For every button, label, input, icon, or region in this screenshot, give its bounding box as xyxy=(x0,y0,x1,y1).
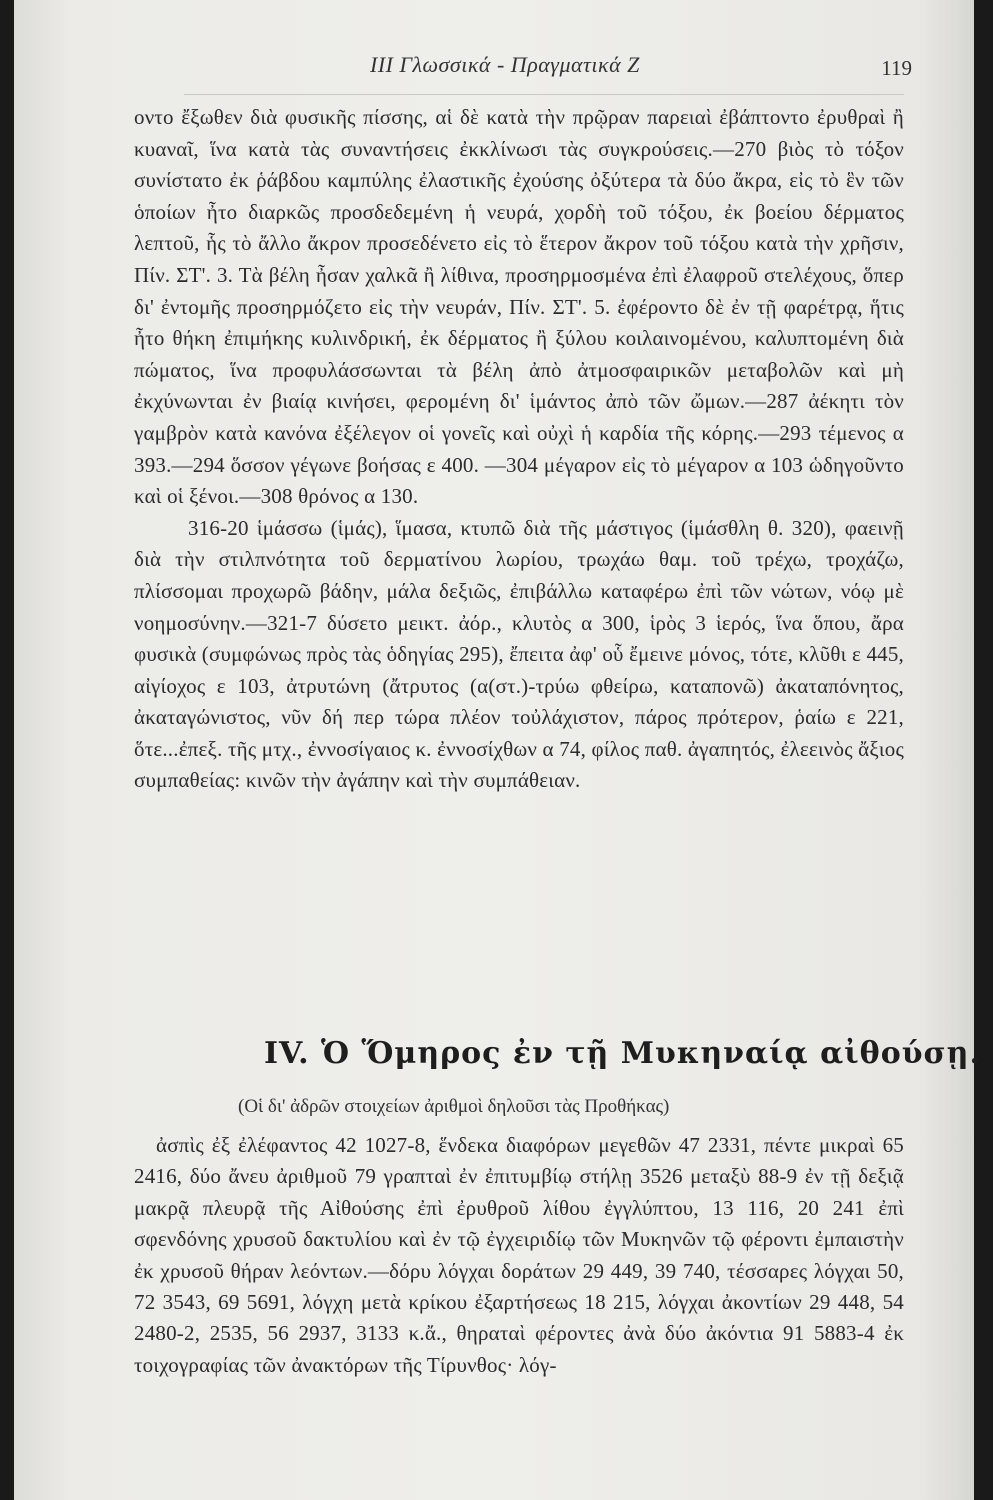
commentary-paragraph-1: οντο ἔξωθεν διὰ φυσικῆς πίσσης, αἱ δὲ κατὰ τὴν πρῷραν παρειαὶ ἐβάπτοντο ἐρυθραὶ ἢ κυαναῖ, ἵνα κατὰ τὰς συναντήσεις ἐκκλίνωσι τὰς συγκρούσεις.—270 βιὸς τὸ τόξον συνίστατο ἐκ ῥάβδου καμπύλης ἐλαστικῆς ἐχούσης ὀξύτερα τὰ δύο ἄκρα, εἰς τὸ ἓν τῶν ὁποίων ἦτο διαρκῶς προσδεδεμένη ἡ νευρά, χορδὴ τοῦ τόξου, ἐκ βοείου δέρματος λεπτοῦ, ἧς τὸ ἄλλο ἄκρον προσεδένετο εἰς τὸ ἕτερον ἄκρον τοῦ τόξου κατὰ τὴν χρῆσιν, Πίν. ΣΤ'. 3. Τὰ βέλη ἦσαν χαλκᾶ ἢ λίθινα, προσηρμοσμένα ἐπὶ ἐλαφροῦ στελέχους, ὅπερ δι' ἐντομῆς προσηρμόζετο εἰς τὴν νευράν, Πίν. ΣΤ'. 5. ἐφέροντο δὲ ἐν τῇ φαρέτρᾳ, ἥτις ἦτο θήκη ἐπιμήκης κυλινδρική, ἐκ δέρματος ἢ ξύλου κοιλαινομένου, καλυπτομένη διὰ πώματος, ἵνα προφυλάσσωνται τὰ βέλη ἀπὸ ἀτμοσφαιρικῶν μεταβολῶν καὶ μὴ ἐκχύνωνται ἐν βιαίᾳ κινήσει, φερομένη δι' ἱμάντος ἀπὸ τῶν ὤμων.—287 ἀέκητι τὸν γαμβρὸν κατὰ κανόνα ἐξέλεγον οἱ γονεῖς καὶ οὐχὶ ἡ καρδία τῆς κόρης.—293 τέμενος α 393.—294 ὅσσον γέγωνε βοήσας ε 400. —304 μέγαρον εἰς τὸ μέγαρον α 103 ὡδηγοῦντο καὶ οἱ ξένοι.—308 θρόνος α 130. xyxy=(134,105,904,509)
section-subheading: (Οἱ δι' ἀδρῶν στοιχείων ἀριθμοὶ δηλοῦσι τὰς Προθήκας) xyxy=(238,1096,670,1117)
page-number: 119 xyxy=(881,56,912,80)
section-paragraph: ἀσπὶς ἐξ ἐλέφαντος 42 1027-8, ἕνδεκα διαφόρων μεγεθῶν 47 2331, πέντε μικραὶ 65 2416, δύο ἄνευ ἀριθμοῦ 79 γραπταὶ ἐν ἐπιτυμβίῳ στήλῃ 3526 μεταξὺ 88-9 ἐν τῇ δεξιᾷ μακρᾷ πλευρᾷ τῆς Αἰθούσης ἐπὶ ἐρυθροῦ λίθου ἐγγλύπτου, 13 116, 20 241 ἐπὶ σφενδόνης χρυσοῦ δακτυλίου καὶ ἐν τῷ ἐγχειριδίῳ τῶν Μυκηνῶν τῷ φέροντι ἐμπαιστὴν ἐκ χρυσοῦ θήραν λεόντων.—δόρυ λόγχαι δοράτων 29 449, 39 740, τέσσαρες λόγχαι 50, 72 3543, 69 5691, λόγχη μετὰ κρίκου ἐξαρτήσεως 18 215, λόγχαι ἀκοντίων 29 448, 54 2480-2, 2535, 56 2937, 3133 κ.ἄ., θηραταὶ φέροντες ἀνὰ δύο ἀκόντια 91 5883-4 ἐκ τοιχογραφίας τῶν ἀνακτόρων τῆς Τίρυνθος· λόγ- xyxy=(134,1133,904,1377)
section-heading: IV. Ὁ Ὅμηρος ἐν τῇ Μυκηναίᾳ αἰθούσῃ. xyxy=(264,1036,981,1071)
section-text xyxy=(134,1130,904,1381)
book-page xyxy=(14,0,981,1500)
commentary-paragraph-2: 316-20 ἱμάσσω (ἱμάς), ἵμασα, κτυπῶ διὰ τῆς μάστιγος (ἱμάσθλη θ. 320), φαεινῇ διὰ τὴν στιλπνότητα τοῦ δερματίνου λωρίου, τρωχάω θαμ. τοῦ τρέχω, τροχάζω, πλίσσομαι προχωρῶ βάδην, μάλα δεξιῶς, ἐπιβάλλω καταφέρω ἐπὶ τῶν νώτων, νόῳ μὲ νοημοσύνην.—321-7 δύσετο μεικτ. ἀόρ., κλυτὸς α 300, ἱρὸς 3 ἱερός, ἵνα ὅπου, ἄρα φυσικὰ (συμφώνως πρὸς τὰς ὁδηγίας 295), ἔπειτα ἀφ' οὗ ἔμεινε μόνος, τότε, κλῦθι ε 445, αἰγίοχος ε 103, ἀτρυτώνη (ἄτρυτος (α(στ.)-τρύω φθείρω, καταπονῶ) ἀκαταπόνητος, ἀκαταγώνιστος, νῦν δή περ τώρα πλέον τοὐλάχιστον, πάρος πρότερον, ῥαίω ε 221, ὅτε...ἐπεξ. τῆς μτχ., ἐννοσίγαιος κ. ἐννοσίχθων α 74, φίλος παθ. ἀγαπητός, ἐλεεινὸς ἄξιος συμπαθείας: κινῶν τὴν ἀγάπην καὶ τὴν συμπάθειαν. xyxy=(134,515,904,793)
commentary-text xyxy=(134,102,904,797)
page-header xyxy=(14,44,974,84)
running-title: III Γλωσσικά - Πραγματικά Z xyxy=(370,52,640,77)
header-rule xyxy=(184,94,904,95)
